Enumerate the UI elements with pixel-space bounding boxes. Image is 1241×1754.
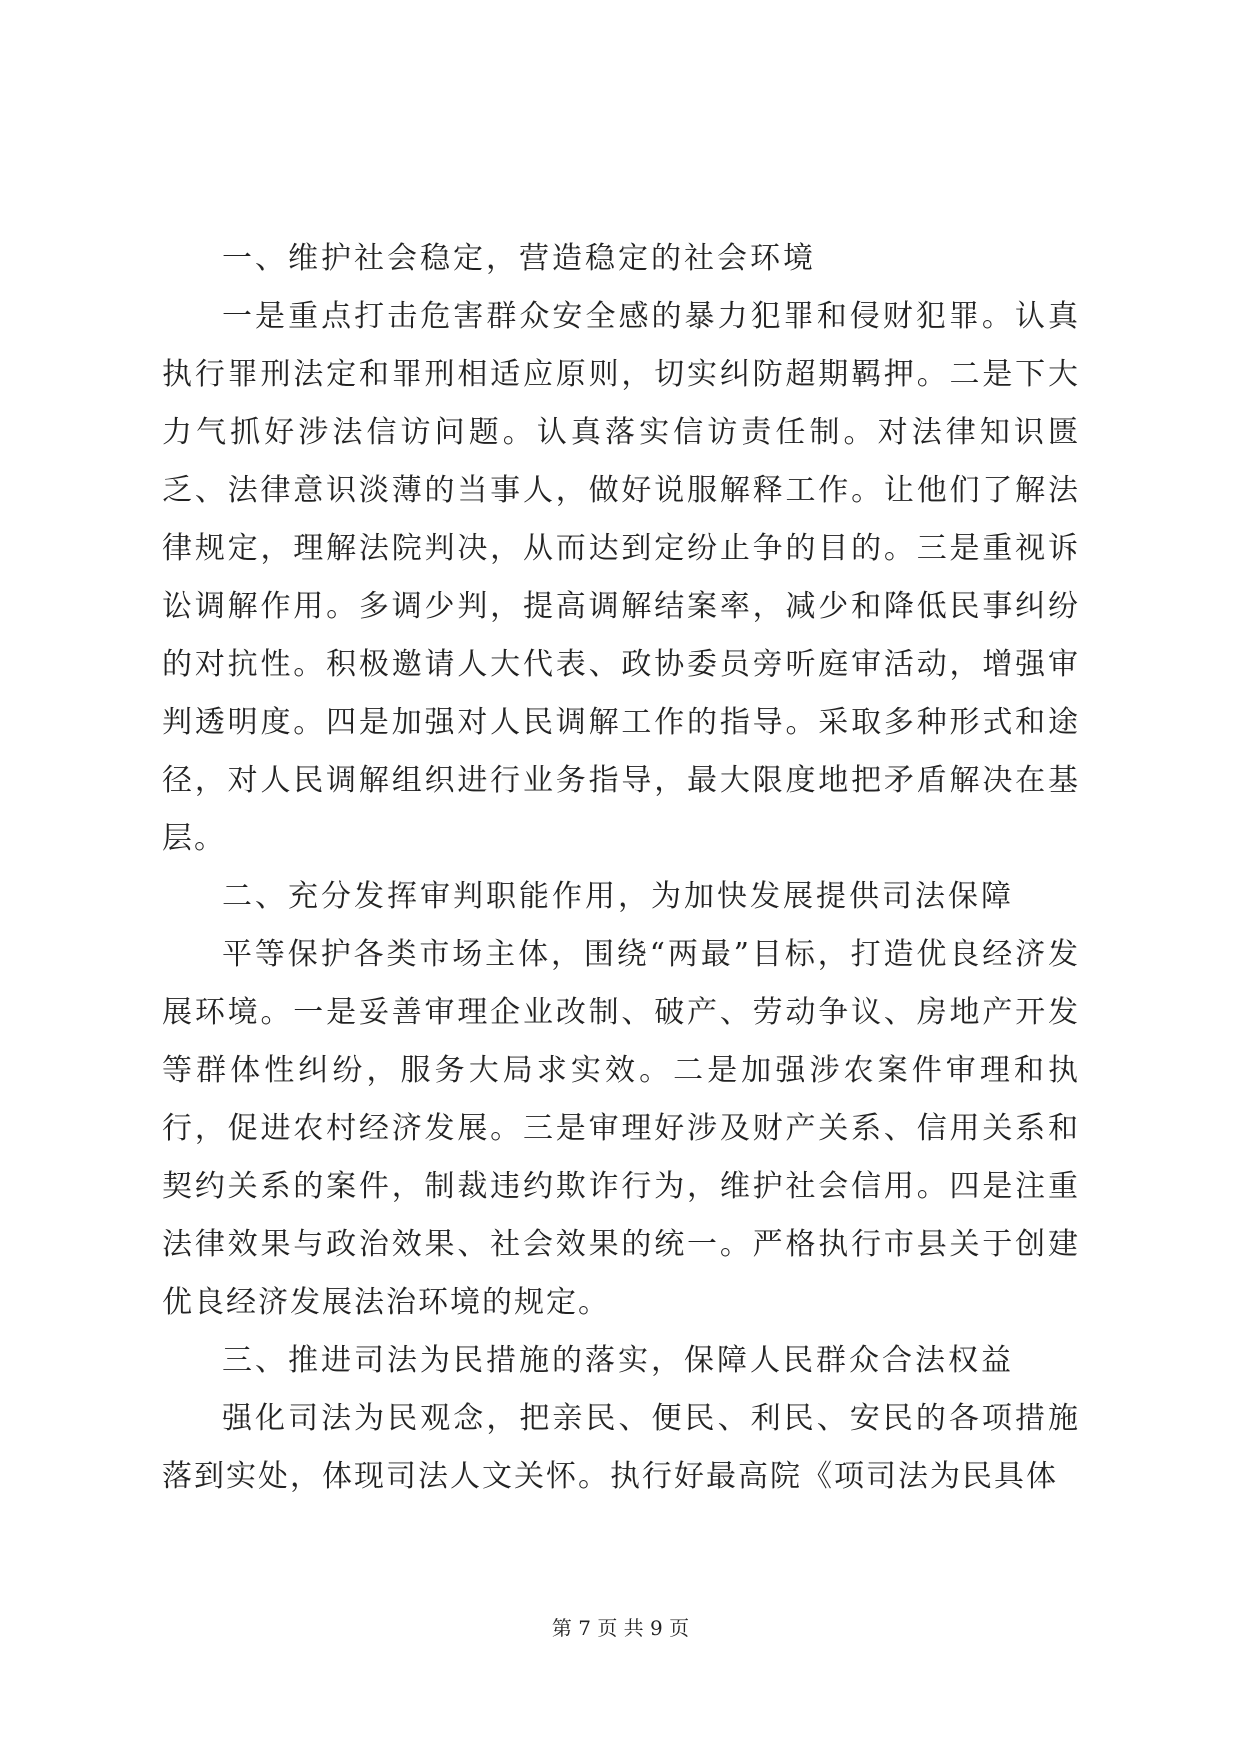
section-3-heading: 三、推进司法为民措施的落实，保障人民群众合法权益 (222, 1343, 1014, 1378)
page-number-footer: 第 7 页 共 9 页 (551, 1616, 690, 1640)
section-1-paragraph: 一是重点打击危害群众安全感的暴力犯罪和侵财犯罪。认真执行罪刑法定和罪刑相适应原则，切实纠防超期羁押。二是下大力气抓好涉法信访问题。认真落实信访责任制。对法律知识匮乏、法律意识淡薄的当事人，做好说服解释工作。让他们了解法律规定，理解法院判决，从而达到定纷止争的目的。三是重视诉讼调解作用。多调少判，提高调解结案率，减少和降低民事纠纷的对抗性。积极邀请人大代表、政协委员旁听庭审活动，增强审判透明度。四是加强对人民调解工作的指导。采取多种形式和途径，对人民调解组织进行业务指导，最大限度地把矛盾解决在基层。 (162, 299, 1080, 856)
section-3-paragraph: 强化司法为民观念，把亲民、便民、利民、安民的各项措施落到实处，体现司法人文关怀。执行好最高院《项司法为民具体 (162, 1401, 1080, 1494)
document-body (162, 230, 1080, 1506)
section-2-heading: 二、充分发挥审判职能作用，为加快发展提供司法保障 (222, 879, 1014, 914)
section-2-paragraph: 平等保护各类市场主体，围绕“两最”目标，打造优良经济发展环境。一是妥善审理企业改制、破产、劳动争议、房地产开发等群体性纠纷，服务大局求实效。二是加强涉农案件审理和执行，促进农村经济发展。三是审理好涉及财产关系、信用关系和契约关系的案件，制裁违约欺诈行为，维护社会信用。四是注重法律效果与政治效果、社会效果的统一。严格执行市县关于创建优良经济发展法治环境的规定。 (162, 937, 1080, 1320)
section-1-heading: 一、维护社会稳定，营造稳定的社会环境 (222, 241, 816, 276)
